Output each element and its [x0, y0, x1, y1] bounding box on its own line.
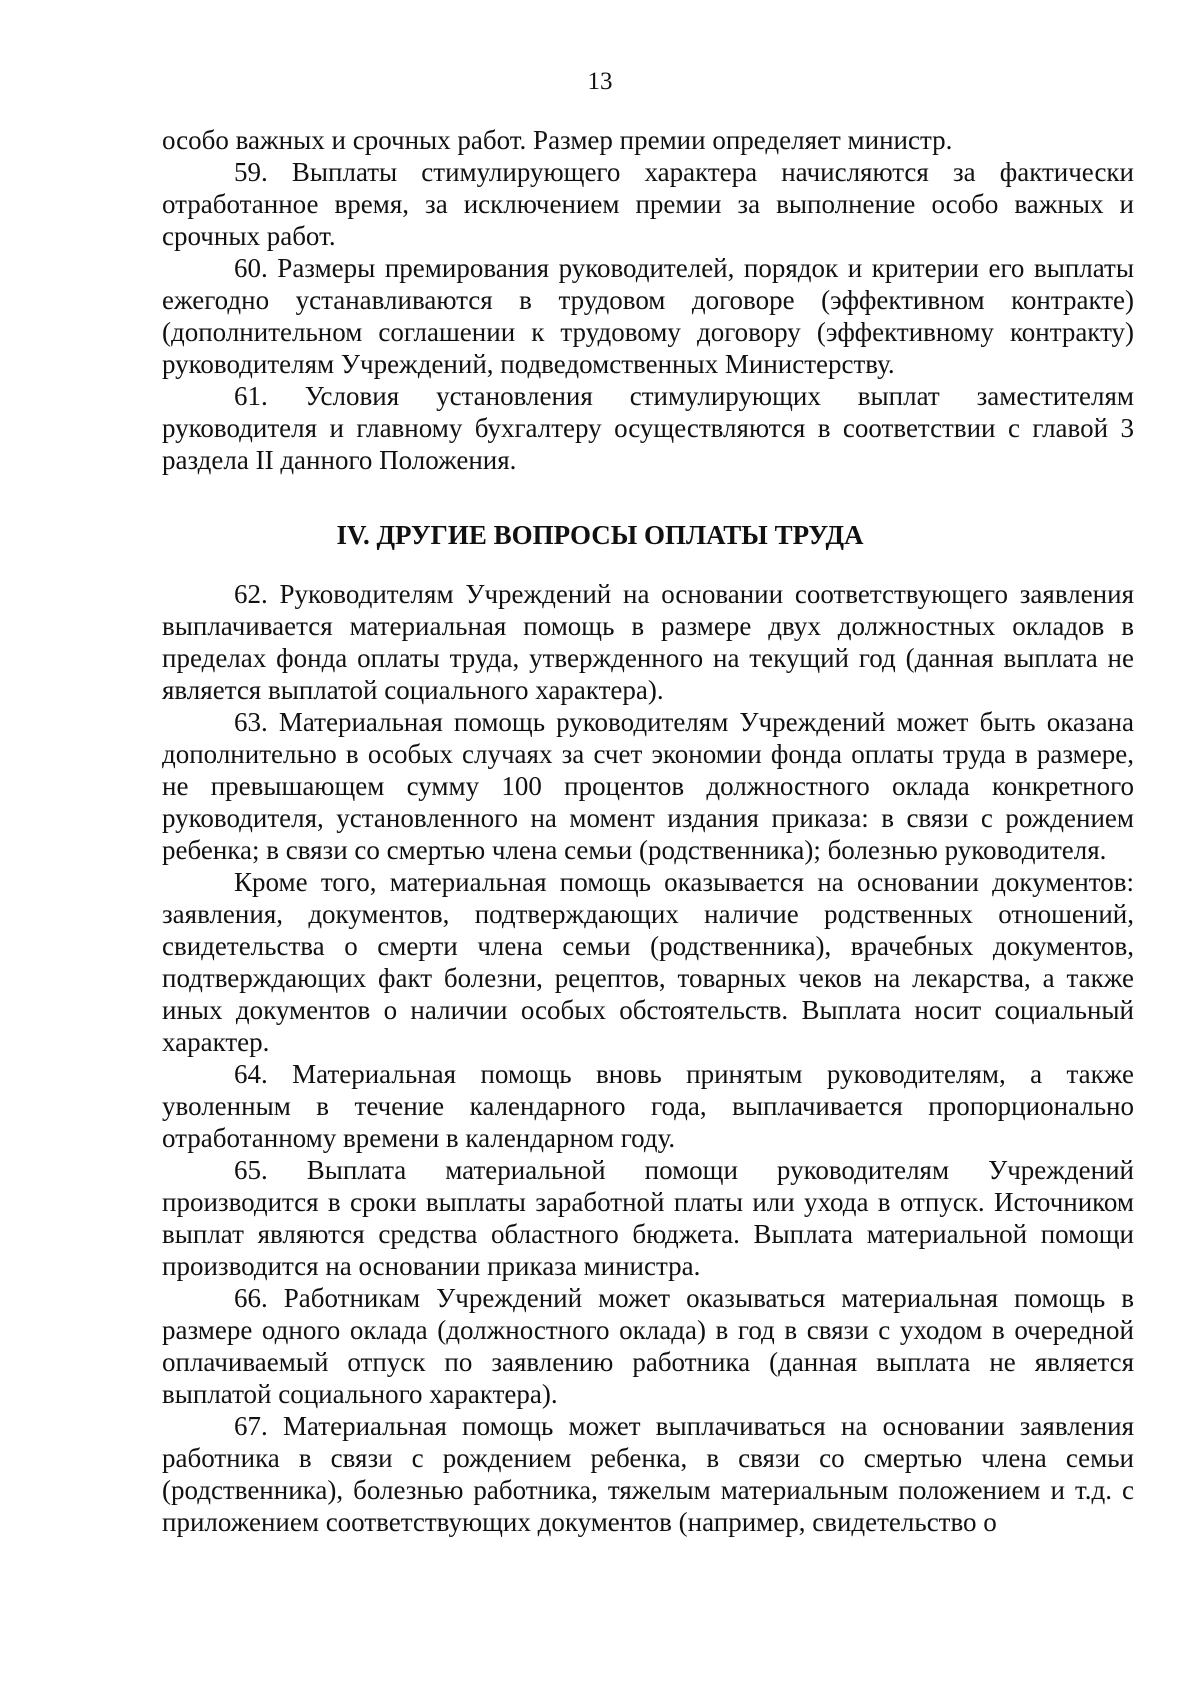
- document-body-top: [162, 124, 1134, 476]
- paragraph-63: 63. Материальная помощь руководителям Учреждений может быть оказана дополнительно в особых случаях за счет экономии фонда оплаты труда в размере, не превышающем сумму 100 процентов должностного оклада конкретного руководителя, установленного на момент издания приказа: в связи с рождением ребенка; в связи со смертью члена семьи (родственника); болезнью руководителя.: [162, 707, 1134, 865]
- paragraph-62: 62. Руководителям Учреждений на основании соответствующего заявления выплачивается материальная помощь в размере двух должностных окладов в пределах фонда оплаты труда, утвержденного на текущий год (данная выплата не является выплатой социального характера).: [162, 579, 1134, 705]
- paragraph-64: 64. Материальная помощь вновь принятым руководителям, а также уволенным в течение календарного года, выплачивается пропорционально отработанному времени в календарном году.: [162, 1059, 1134, 1153]
- section-heading: IV. ДРУГИЕ ВОПРОСЫ ОПЛАТЫ ТРУДА: [336, 520, 864, 550]
- paragraph-66: 66. Работникам Учреждений может оказываться материальная помощь в размере одного оклада (должностного оклада) в год в связи с уходом в очередной оплачиваемый отпуск по заявлению работника (данная выплата не является выплатой социального характера).: [162, 1283, 1134, 1409]
- page-number: 13: [587, 68, 613, 95]
- paragraph-65: 65. Выплата материальной помощи руководителям Учреждений производится в сроки выплаты заработной платы или ухода в отпуск. Источником выплат являются средства областного бюджета. Выплата материальной помощи производится на основании приказа министра.: [162, 1155, 1134, 1281]
- document-body-section: [162, 578, 1134, 1538]
- paragraph-63-addition: Кроме того, материальная помощь оказывается на основании документов: заявления, документов, подтверждающих наличие родственных отношений, свидетельства о смерти члена семьи (родственника), врачебных документов, подтверждающих факт болезни, рецептов, товарных чеков на лекарства, а также иных документов о наличии особых обстоятельств. Выплата носит социальный характер.: [162, 867, 1134, 1057]
- paragraph-61: 61. Условия установления стимулирующих выплат заместителям руководителя и главному бухгалтеру осуществляются в соответствии с главой 3 раздела II данного Положения.: [162, 381, 1134, 475]
- paragraph-60: 60. Размеры премирования руководителей, порядок и критерии его выплаты ежегодно устанавливаются в трудовом договоре (эффективном контракте) (дополнительном соглашении к трудовому договору (эффективному контракту) руководителям Учреждений, подведомственных Министерству.: [162, 253, 1134, 379]
- paragraph-58-continuation: особо важных и срочных работ. Размер премии определяет министр.: [162, 125, 953, 155]
- paragraph-67: 67. Материальная помощь может выплачиваться на основании заявления работника в связи с рождением ребенка, в связи со смертью члена семьи (родственника), болезнью работника, тяжелым материальным положением и т.д. с приложением соответствующих документов (например, свидетельство о: [162, 1411, 1134, 1537]
- paragraph-59: 59. Выплаты стимулирующего характера начисляются за фактически отработанное время, за исключением премии за выполнение особо важных и срочных работ.: [162, 157, 1134, 251]
